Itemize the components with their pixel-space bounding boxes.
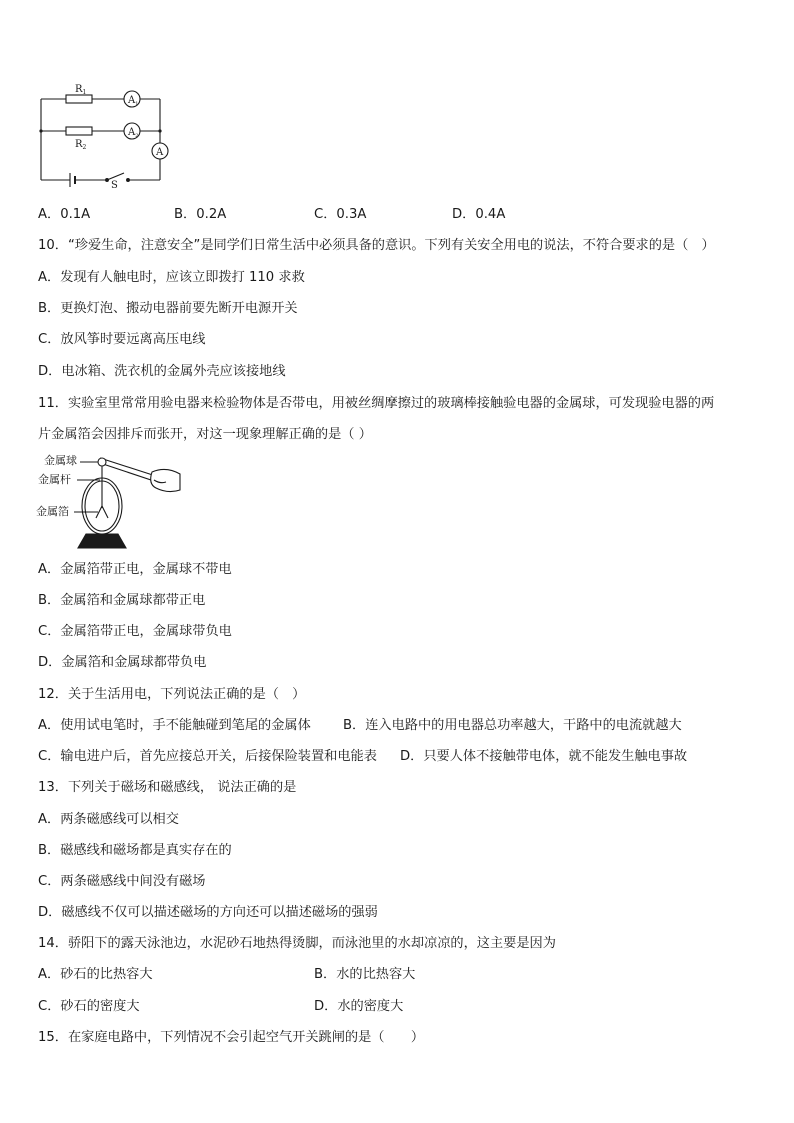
q12-option-d: D．只要人体不接触带电体，就不能发生触电事故 <box>400 749 688 764</box>
label-metal-rod: 金属杆 <box>38 473 71 486</box>
q13-option-b: B．磁感线和磁场都是真实存在的 <box>38 843 232 858</box>
ammeter-a2-label: $A_2$ <box>128 127 139 139</box>
q9-option-d: D．0.4A <box>452 207 506 222</box>
q11-option-c: C．金属箔带正电，金属球带负电 <box>38 624 232 639</box>
q11-stem-line2: 片金属箔会因排斥而张开，对这一现象理解正确的是（ ） <box>38 427 372 442</box>
q12-option-a: A．使用试电笔时，手不能触碰到笔尾的金属体 <box>38 718 311 733</box>
q15-stem: 15．在家庭电路中，下列情况不会引起空气开关跳闸的是（ ） <box>38 1030 425 1045</box>
switch-label: S <box>111 180 118 190</box>
label-metal-ball: 金属球 <box>44 454 77 467</box>
q13-stem: 13．下列关于磁场和磁感线， 说法正确的是 <box>38 780 297 795</box>
q14-option-a: A．砂石的比热容大 <box>38 967 153 982</box>
q9-option-a: A．0.1A <box>38 207 91 222</box>
q10-option-b: B．更换灯泡、搬动电器前要先断开电源开关 <box>38 301 298 316</box>
ammeter-main-label: A <box>156 147 164 158</box>
q11-option-d: D．金属箔和金属球都带负电 <box>38 655 207 670</box>
circuit-diagram <box>36 84 176 190</box>
q14-option-b: B．水的比热容大 <box>314 967 416 982</box>
q14-option-d: D．水的密度大 <box>314 999 404 1014</box>
q10-option-a: A．发现有人触电时，应该立即拨打 110 求救 <box>38 270 305 285</box>
q9-option-c: C．0.3A <box>314 207 367 222</box>
q12-stem: 12．关于生活用电，下列说法正确的是（ ） <box>38 687 306 702</box>
electroscope-figure <box>34 450 184 555</box>
q12-option-c: C．输电进户后，首先应接总开关，后接保险装置和电能表 <box>38 749 377 764</box>
q11-option-b: B．金属箔和金属球都带正电 <box>38 593 206 608</box>
q12-option-b: B．连入电路中的用电器总功率越大，干路中的电流就越大 <box>343 718 682 733</box>
q10-option-c: C．放风筝时要远离高压电线 <box>38 332 206 347</box>
q14-stem: 14．骄阳下的露天泳池边，水泥砂石地热得烫脚，而泳池里的水却凉凉的，这主要是因为 <box>38 936 556 951</box>
q14-option-c: C．砂石的密度大 <box>38 999 140 1014</box>
electroscope-svg <box>34 450 184 555</box>
q13-option-c: C．两条磁感线中间没有磁场 <box>38 874 206 889</box>
ammeter-a1-label: $A_1$ <box>128 95 139 107</box>
q10-stem: 10．“珍爱生命，注意安全”是同学们日常生活中必须具备的意识。下列有关安全用电的说法，不符合要求的是（ ） <box>38 238 715 253</box>
q11-option-a: A．金属箔带正电，金属球不带电 <box>38 562 232 577</box>
q13-option-d: D．磁感线不仅可以描述磁场的方向还可以描述磁场的强弱 <box>38 905 378 920</box>
q13-option-a: A．两条磁感线可以相交 <box>38 812 179 827</box>
label-metal-foil: 金属箔 <box>36 505 69 518</box>
q11-stem-line1: 11．实验室里常常用验电器来检验物体是否带电，用被丝绸摩擦过的玻璃棒接触验电器的金属球，可发现验电器的两 <box>38 396 715 411</box>
q10-option-d: D．电冰箱、洗衣机的金属外壳应该接地线 <box>38 364 286 379</box>
r1-label: $R_1$ <box>75 84 87 96</box>
q9-option-b: B．0.2A <box>174 207 227 222</box>
circuit-svg <box>36 84 176 190</box>
r2-label: $R_2$ <box>75 139 87 151</box>
